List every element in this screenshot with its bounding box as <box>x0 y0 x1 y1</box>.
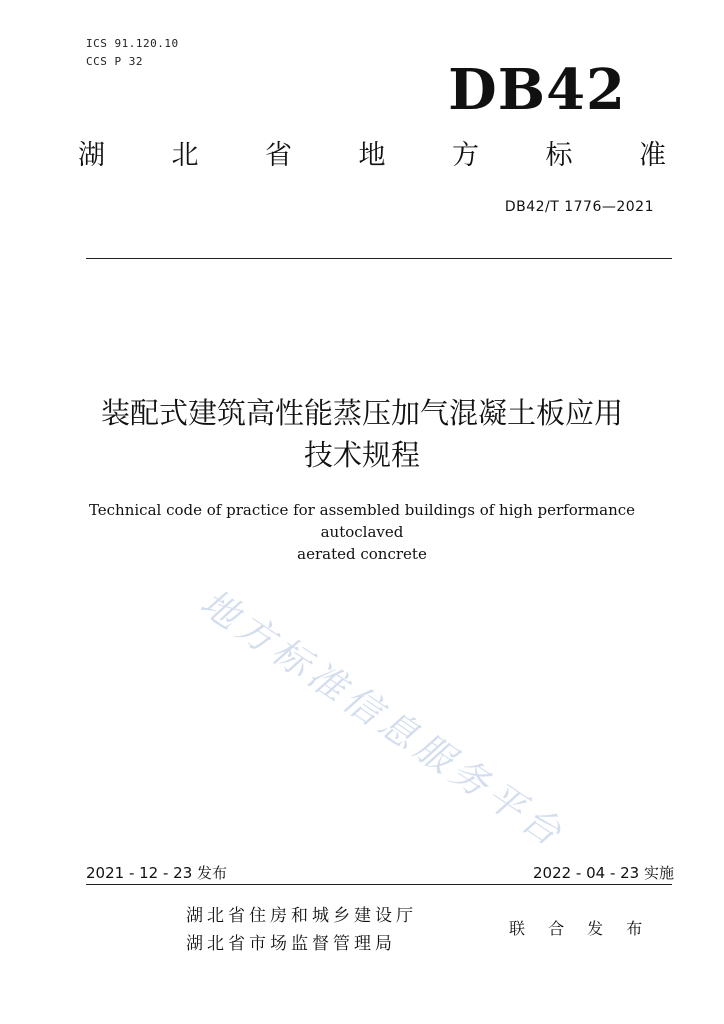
chinese-title-line-1: 装配式建筑高性能蒸压加气混凝土板应用 <box>100 396 623 430</box>
issuer-line-2: 湖北省市场监督管理局 <box>186 934 396 954</box>
standard-number: DB42/T 1776—2021 <box>504 199 654 215</box>
issue-date: 2021 - 12 - 23 发布 <box>86 864 228 882</box>
standard-code-logo: DB42 <box>448 57 626 123</box>
footer-divider <box>86 884 672 885</box>
standard-kind-char: 北 <box>171 140 199 171</box>
implementation-date: 2022 - 04 - 23 实施 <box>532 864 674 882</box>
standard-kind-char: 标 <box>545 140 573 171</box>
chinese-title-line-2: 技术规程 <box>303 438 420 472</box>
standard-kind-char: 准 <box>639 140 666 171</box>
standard-kind-heading <box>78 138 666 174</box>
english-title-line-2: aerated concrete <box>297 545 427 563</box>
english-title <box>70 499 654 565</box>
joint-issue-label: 联 合 发 布 <box>509 919 652 938</box>
standard-kind-char: 湖 <box>78 140 105 171</box>
standard-kind-char: 省 <box>265 140 292 171</box>
english-title-line-1: Technical code of practice for assembled buildings of high performance autoclaved <box>88 501 636 541</box>
ics-code: ICS 91.120.10 <box>86 37 179 50</box>
issuer-line-1: 湖北省住房和城乡建设厅 <box>186 906 417 926</box>
watermark: 地方标准信息服务平台 <box>192 580 574 857</box>
header-divider <box>86 258 672 259</box>
standard-kind-char: 地 <box>358 140 386 171</box>
ccs-code: CCS P 32 <box>86 55 143 68</box>
standard-kind-char: 方 <box>452 140 479 171</box>
issuing-authorities <box>186 902 417 958</box>
chinese-title <box>40 392 684 476</box>
